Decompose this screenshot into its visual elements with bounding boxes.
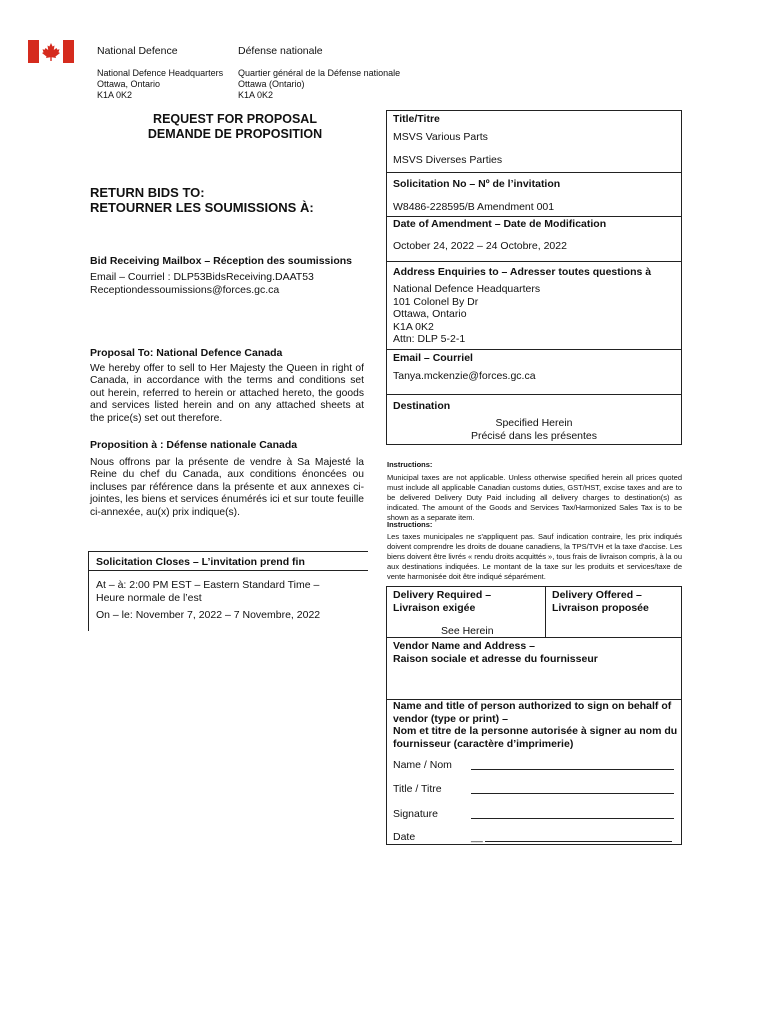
title-label: Title/Titre bbox=[393, 113, 440, 125]
department-name-fr: Défense nationale bbox=[238, 45, 323, 57]
proposal-heading-fr: Proposition à : Défense nationale Canada bbox=[90, 439, 298, 451]
solicitation-label: Solicitation No – Nº de l’invitation bbox=[393, 178, 561, 190]
closing-time-line: At – à: 2:00 PM EST – Eastern Standard Time – bbox=[96, 579, 320, 591]
closing-time bbox=[96, 579, 319, 604]
enquiries-address bbox=[393, 283, 540, 346]
date-label: Date bbox=[393, 831, 416, 843]
delivery-required-value: See Herein bbox=[441, 625, 494, 637]
instructions-label-fr: Instructions: bbox=[387, 520, 433, 529]
signature-label: Signature bbox=[393, 808, 438, 820]
instructions-en bbox=[387, 460, 682, 523]
signatory-label-line: fournisseur (caractère d’imprimerie) bbox=[393, 737, 574, 750]
document-title-fr: DEMANDE DE PROPOSITION bbox=[147, 127, 323, 141]
instructions-text-en: Municipal taxes are not applicable. Unless otherwise specified herein all prices quoted must include all applicable Canadian customs duties, GST/HST, excise taxes and are to be delivered Delivery Duty Paid including all delivery charges to destination(s) as indicated. The amount of the Goods and Services Tax/Harmonized Sales Tax is to be shown as a separate item. bbox=[387, 473, 682, 522]
solicitation-value: W8486-228595/B Amendment 001 bbox=[393, 201, 555, 213]
title-value-fr: MSVS Diverses Parties bbox=[393, 154, 503, 166]
divider bbox=[545, 586, 546, 638]
enquiries-line: 101 Colonel By Dr bbox=[393, 295, 479, 308]
address-en bbox=[97, 68, 223, 101]
instructions-label-en: Instructions: bbox=[387, 460, 433, 469]
address-line: National Defence Headquarters bbox=[97, 68, 224, 78]
proposal-body-en: We hereby offer to sell to Her Majesty the Queen in right of Canada, in accordance with the terms and conditions set out herein, referred to herein or attached hereto, the goods and services listed herein and on any attached sheets at the price(s) set out therefore. bbox=[90, 363, 364, 424]
address-line: Quartier général de la Défense nationale bbox=[238, 68, 401, 78]
canada-flag-icon bbox=[28, 40, 74, 63]
destination-en: Specified Herein bbox=[495, 417, 573, 429]
closing-time-line: Heure normale de l’est bbox=[96, 591, 202, 604]
delivery-offered-line: Delivery Offered – bbox=[552, 589, 642, 601]
solicitation-closes-heading: Solicitation Closes – L’invitation prend fin bbox=[96, 556, 305, 568]
enquiries-line: National Defence Headquarters bbox=[393, 283, 541, 295]
divider bbox=[88, 570, 368, 571]
mailbox-email-line: Email – Courriel : DLP53BidsReceiving.DAAT53 bbox=[90, 271, 314, 283]
destination-values bbox=[386, 417, 682, 442]
signatory-label-line: Name and title of person authorized to sign on behalf of bbox=[393, 700, 672, 712]
address-line: Ottawa, Ontario bbox=[97, 79, 161, 89]
proposal-heading-en: Proposal To: National Defence Canada bbox=[90, 347, 283, 359]
enquiries-line: K1A 0K2 bbox=[393, 320, 434, 333]
address-fr bbox=[238, 68, 400, 101]
mailbox-email-line: Receptiondessoumissions@forces.gc.ca bbox=[90, 283, 280, 296]
title-field[interactable] bbox=[471, 793, 674, 794]
department-name-en: National Defence bbox=[97, 45, 178, 57]
return-bids-en: RETURN BIDS TO: bbox=[90, 185, 205, 200]
vendor-label-line: Raison sociale et adresse du fournisseur bbox=[393, 652, 598, 665]
name-label: Name / Nom bbox=[393, 759, 452, 771]
instructions-fr bbox=[387, 520, 682, 582]
name-field[interactable] bbox=[471, 769, 674, 770]
closing-date: On – le: November 7, 2022 – 7 Novembre, 2022 bbox=[96, 609, 321, 621]
title-value-en: MSVS Various Parts bbox=[393, 131, 488, 143]
signatory-label bbox=[393, 700, 677, 750]
vendor-label-line: Vendor Name and Address – bbox=[393, 640, 535, 652]
delivery-offered-label bbox=[552, 589, 649, 614]
address-line: K1A 0K2 bbox=[97, 90, 133, 100]
amendment-value: October 24, 2022 – 24 Octobre, 2022 bbox=[393, 240, 567, 252]
signatory-label-line: vendor (type or print) – bbox=[393, 712, 508, 725]
date-field[interactable] bbox=[485, 841, 672, 842]
enquiries-line: Attn: DLP 5-2-1 bbox=[393, 333, 466, 345]
signatory-label-line: Nom et titre de la personne autorisée à signer au nom du bbox=[393, 725, 678, 737]
date-prefix: __ bbox=[471, 831, 483, 843]
delivery-required-label bbox=[393, 589, 491, 614]
address-line: Ottawa (Ontario) bbox=[238, 79, 305, 89]
document-title-en: REQUEST FOR PROPOSAL bbox=[153, 112, 317, 126]
amendment-label: Date of Amendment – Date de Modification bbox=[393, 218, 607, 230]
delivery-required-line: Delivery Required – bbox=[393, 589, 492, 601]
destination-label: Destination bbox=[393, 400, 451, 412]
vendor-label bbox=[393, 640, 598, 665]
mailbox-email bbox=[90, 271, 314, 296]
mailbox-label: Bid Receiving Mailbox – Réception des soumissions bbox=[90, 255, 352, 267]
proposal-body-fr: Nous offrons par la présente de vendre à Sa Majesté la Reine du chef du Canada, aux conditions énoncées ou incluses par référence dans la présente et aux annexes ci-jointes, les biens et services énumérés ici et sur toute feuille ci-annexée, au(x) prix indique(s). bbox=[90, 457, 364, 518]
address-line: K1A 0K2 bbox=[238, 90, 274, 100]
delivery-required-line: Livraison exigée bbox=[393, 601, 476, 614]
return-bids-fr: RETOURNER LES SOUMISSIONS À: bbox=[90, 200, 314, 215]
return-bids-heading bbox=[90, 185, 314, 215]
signature-field[interactable] bbox=[471, 818, 674, 819]
enquiries-line: Ottawa, Ontario bbox=[393, 308, 467, 320]
enquiries-label: Address Enquiries to – Adresser toutes questions à bbox=[393, 266, 652, 278]
document-title bbox=[90, 112, 380, 142]
email-label: Email – Courriel bbox=[393, 352, 473, 364]
title-field-label: Title / Titre bbox=[393, 783, 442, 795]
delivery-offered-line: Livraison proposée bbox=[552, 601, 649, 614]
email-value: Tanya.mckenzie@forces.gc.ca bbox=[393, 370, 536, 382]
instructions-text-fr: Les taxes municipales ne s'appliquent pas. Sauf indication contraire, les prix indiqués doivent comprendre les droits de douane canadiens, la TPS/TVH et la taxe d'accise. Les biens doivent être livrés « rendu droits acquittés », tous frais de livraison compris, à la ou aux destinations indiquées. Le montant de la taxe sur les produits et services/taxe de vente harmonisée doit être indiqué séparément. bbox=[387, 532, 682, 581]
destination-fr: Précisé dans les présentes bbox=[470, 429, 598, 442]
